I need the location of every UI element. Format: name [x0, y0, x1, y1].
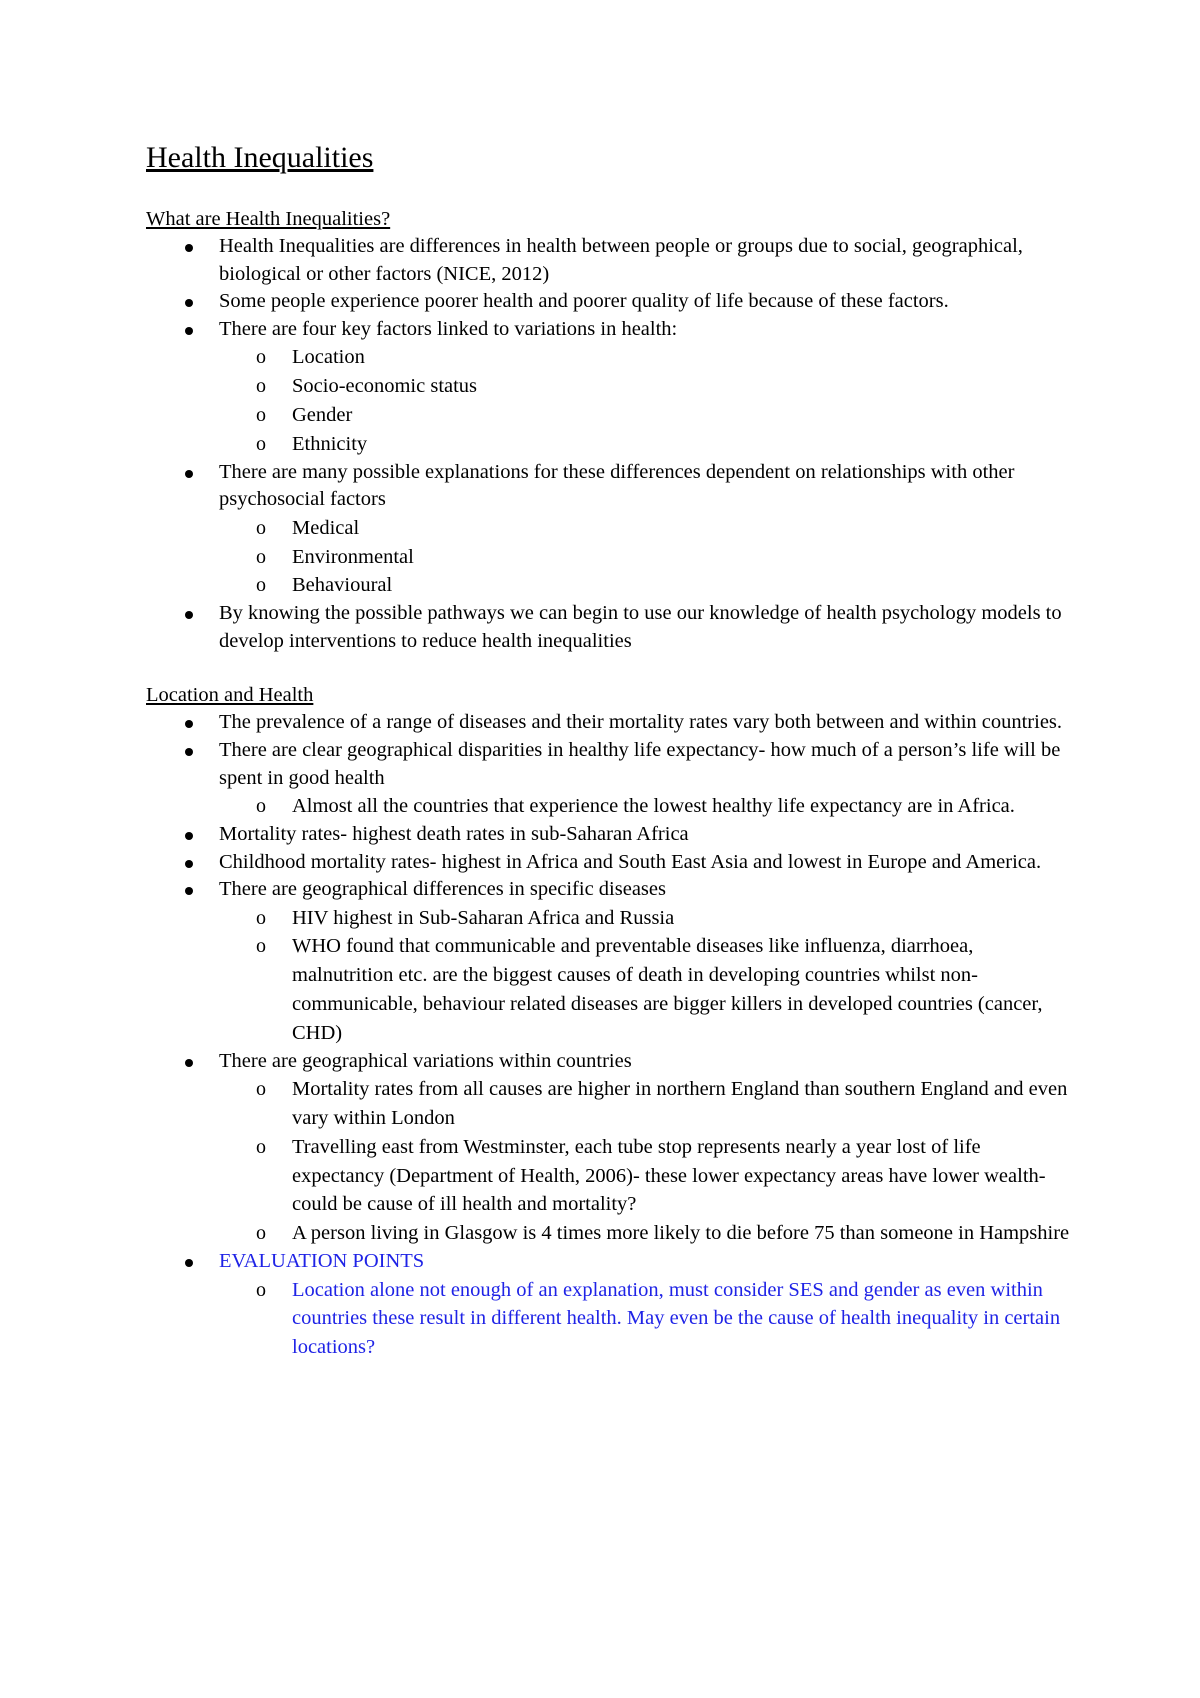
- list-item: [146, 821, 1076, 849]
- sub-list-item-text: Ethnicity: [292, 432, 368, 455]
- sub-bullet-icon: o: [256, 1135, 266, 1158]
- sub-bullet-icon: o: [256, 935, 266, 958]
- sub-list-item-text: Socio-economic status: [292, 375, 478, 398]
- evaluation-heading: EVALUATION POINTS: [219, 1250, 425, 1273]
- list-item: [146, 737, 1076, 821]
- sub-list-item-text: Travelling east from Westminster, each tube stop represents nearly a year lost of life expectancy (Department of Health, 2006)- these lower expectancy areas have lower wealth- could be cause of ill health and mortality?: [292, 1135, 1046, 1216]
- sub-list-item-text: A person living in Glasgow is 4 times more likely to die before 75 than someone in Hampshire: [292, 1222, 1070, 1245]
- section-heading-what-are: What are Health Inequalities?: [146, 208, 391, 230]
- bullet-icon: [185, 860, 193, 868]
- sub-list-item: [219, 343, 1076, 372]
- list-item-text: There are many possible explanations for these differences dependent on relationships with other psychosocial factors: [219, 460, 1015, 511]
- list-item: [146, 459, 1076, 601]
- list-item: [146, 600, 1076, 655]
- bullet-list: [146, 233, 1076, 655]
- list-item-text: Mortality rates- highest death rates in sub-Saharan Africa: [219, 822, 689, 845]
- sub-list-item-text: Gender: [292, 403, 353, 426]
- list-item: [146, 233, 1076, 288]
- bullet-icon: [185, 611, 193, 619]
- list-item-text: By knowing the possible pathways we can begin to use our knowledge of health psychology models to develop interventions to reduce health inequalities: [219, 602, 1062, 652]
- sub-list-item: [219, 932, 1076, 1047]
- list-item: [146, 709, 1076, 737]
- sub-list-item: [219, 1219, 1076, 1248]
- sub-bullet-icon: o: [256, 1078, 266, 1101]
- sub-list-item: [219, 571, 1076, 600]
- list-item: [146, 316, 1076, 459]
- list-item: [146, 849, 1076, 877]
- bullet-icon: [185, 887, 193, 895]
- sub-bullet-icon: o: [256, 795, 266, 818]
- bullet-list: [146, 709, 1076, 1362]
- sub-bullet-icon: o: [256, 906, 266, 929]
- list-item-text: There are geographical differences in specific diseases: [219, 878, 666, 901]
- bullet-icon: [185, 832, 193, 840]
- sub-bullet-icon: o: [256, 403, 266, 426]
- page-title: Health Inequalities: [146, 141, 374, 174]
- list-item-text: There are geographical variations within countries: [219, 1049, 632, 1072]
- sub-list-item: [219, 904, 1076, 933]
- section-heading-location: Location and Health: [146, 684, 314, 707]
- list-item: [146, 288, 1076, 316]
- sub-bullet-list: [219, 1276, 1076, 1362]
- list-item-text: There are clear geographical disparities in healthy life expectancy- how much of a person’s life will be spent in good health: [219, 738, 1061, 789]
- sub-bullet-list: [219, 904, 1076, 1048]
- list-item-text: Childhood mortality rates- highest in Africa and South East Asia and lowest in Europe and America.: [219, 850, 1042, 873]
- sub-list-item: [219, 514, 1076, 543]
- sub-list-item: [219, 1075, 1076, 1133]
- sub-list-item-text: Behavioural: [292, 574, 393, 597]
- section-spacer: [146, 655, 1076, 682]
- sub-list-item-text: Medical: [292, 516, 360, 539]
- list-item-text: Some people experience poorer health and poorer quality of life because of these factors.: [219, 290, 949, 313]
- bullet-icon: [185, 1259, 193, 1267]
- sub-list-item-text: Location: [292, 346, 365, 369]
- sub-list-item-text: WHO found that communicable and preventable diseases like influenza, diarrhoea, malnutrition etc. are the biggest causes of death in developing countries whilst non-communicable, behaviour related diseases are bigger killers in developed countries (cancer, CHD): [292, 935, 1043, 1044]
- list-item-text: Health Inequalities are differences in health between people or groups due to social, geographical, biological or other factors (NICE, 2012): [219, 235, 1023, 285]
- sub-list-item-text: HIV highest in Sub-Saharan Africa and Russia: [292, 906, 675, 929]
- sub-list-item: [219, 792, 1076, 821]
- sub-list-item: [219, 1133, 1076, 1219]
- sub-bullet-icon: o: [256, 432, 266, 455]
- sub-bullet-list: [219, 1075, 1076, 1248]
- sub-bullet-icon: o: [256, 1222, 266, 1245]
- bullet-icon: [185, 470, 193, 478]
- sub-bullet-icon: o: [256, 346, 266, 369]
- bullet-icon: [185, 720, 193, 728]
- sub-list-item: [219, 372, 1076, 401]
- sub-bullet-list: [219, 343, 1076, 458]
- list-item: [146, 876, 1076, 1048]
- bullet-icon: [185, 244, 193, 252]
- sub-list-item: [219, 430, 1076, 459]
- sub-bullet-icon: o: [256, 375, 266, 398]
- sub-list-item: [219, 1276, 1076, 1362]
- sub-bullet-list: [219, 792, 1076, 821]
- sub-bullet-list: [219, 514, 1076, 600]
- list-item-evaluation: [146, 1248, 1076, 1362]
- bullet-icon: [185, 748, 193, 756]
- sub-bullet-icon: o: [256, 1278, 266, 1301]
- bullet-icon: [185, 299, 193, 307]
- sub-bullet-icon: o: [256, 545, 266, 568]
- sub-list-item: [219, 543, 1076, 572]
- sub-bullet-icon: o: [256, 574, 266, 597]
- list-item: [146, 1048, 1076, 1248]
- sub-bullet-icon: o: [256, 516, 266, 539]
- evaluation-point-text: Location alone not enough of an explanation, must consider SES and gender as even within countries these result in different health. May even be the cause of health inequality in certain locations?: [292, 1278, 1061, 1359]
- list-item-text: There are four key factors linked to variations in health:: [219, 317, 678, 340]
- bullet-icon: [185, 327, 193, 335]
- sub-list-item: [219, 401, 1076, 430]
- document-body: [146, 140, 1076, 1362]
- sub-list-item-text: Mortality rates from all causes are higher in northern England than southern England and even vary within London: [292, 1078, 1068, 1130]
- sub-list-item-text: Environmental: [292, 545, 414, 568]
- bullet-icon: [185, 1059, 193, 1067]
- sub-list-item-text: Almost all the countries that experience the lowest healthy life expectancy are in Africa.: [292, 795, 1015, 818]
- list-item-text: The prevalence of a range of diseases and their mortality rates vary both between and within countries.: [219, 711, 1063, 734]
